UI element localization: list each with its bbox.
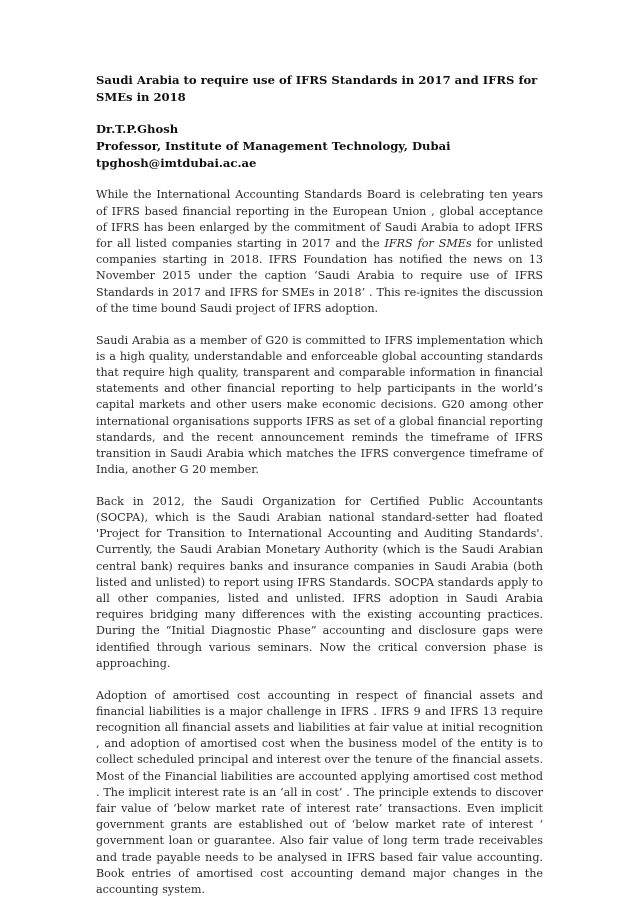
paragraph-2: Saudi Arabia as a member of G20 is committed to IFRS implementation which is a high quality, understandable and enforceable global accounting standards that require high quality, transparent and comparable information in financial statements and other financial reporting to help participants in the world’s capital markets and other users make economic decisions. G20 among other international organisations supports IFRS as set of a global financial reporting standards, and the recent announcement reminds the timeframe of IFRS transition in Saudi Arabia which matches the IFRS convergence timeframe of India, another G 20 member. — [96, 333, 543, 477]
document-content — [96, 72, 543, 914]
paragraph-1 — [96, 187, 543, 317]
author-email[interactable]: tpghosh@imtdubai.ac.ae — [96, 156, 257, 171]
paragraph-3: Back in 2012, the Saudi Organization for Certified Public Accountants (SOCPA), which is the Saudi Arabian national standard-setter had floated 'Project for Transition to International Accounting and Auditing Standards'. Currently, the Saudi Arabian Monetary Authority (which is the Saudi Arabian central bank) requires banks and insurance companies in Saudi Arabia (both listed and unlisted) to report using IFRS Standards. SOCPA standards apply to all other companies, listed and unlisted. IFRS adoption in Saudi Arabia requires bridging many differences with the existing accounting practices. During the “Initial Diagnostic Phase” accounting and disclosure gaps were identified through various seminars. Now the critical conversion phase is approaching. — [96, 494, 543, 670]
paragraph-4: Adoption of amortised cost accounting in respect of financial assets and financial liabilities is a major challenge in IFRS . IFRS 9 and IFRS 13 require recognition all financial assets and liabilities at fair value at initial recognition , and adoption of amortised cost when the business model of the entity is to collect scheduled principal and interest over the tenure of the financial assets. Most of the Financial liabilities are accounted applying amortised cost method . The implicit interest rate is an ‘all in cost’ . The principle extends to discover fair value of ‘below market rate of interest rate’ transactions. Even implicit government grants are established out of ‘below market rate of interest ‘ government loan or guarantee. Also fair value of long term trade receivables and trade payable needs to be analysed in IFRS based fair value accounting. Book entries of amortised cost accounting demand major changes in the accounting system. — [96, 688, 543, 897]
paragraph-1-emphasis: IFRS for SMEs — [384, 237, 472, 251]
paragraph-1-text-b: for unlisted companies starting in 2018. IFRS Foundation has notified the news on 13 November 2015 under the caption ‘Saudi Arabia to require use of IFRS Standards in 2017 and IFRS for SMEs in 2018’ . This re-ignites the discussion of the time bound Saudi project of IFRS adoption. — [96, 237, 544, 315]
document-title: Saudi Arabia to require use of IFRS Standards in 2017 and IFRS for SMEs in 2018 — [96, 73, 538, 105]
paragraph-1-text-a: While the International Accounting Standards Board is celebrating ten years of IFRS based financial reporting in the European Union , global acceptance of IFRS has been enlarged by the commitment of Saudi Arabia to adopt IFRS for all listed companies starting in 2017 and the — [96, 188, 543, 251]
author-position: Professor, Institute of Management Technology, Dubai — [96, 139, 451, 154]
author-block — [96, 121, 543, 172]
author-name: Dr.T.P.Ghosh — [96, 122, 179, 137]
